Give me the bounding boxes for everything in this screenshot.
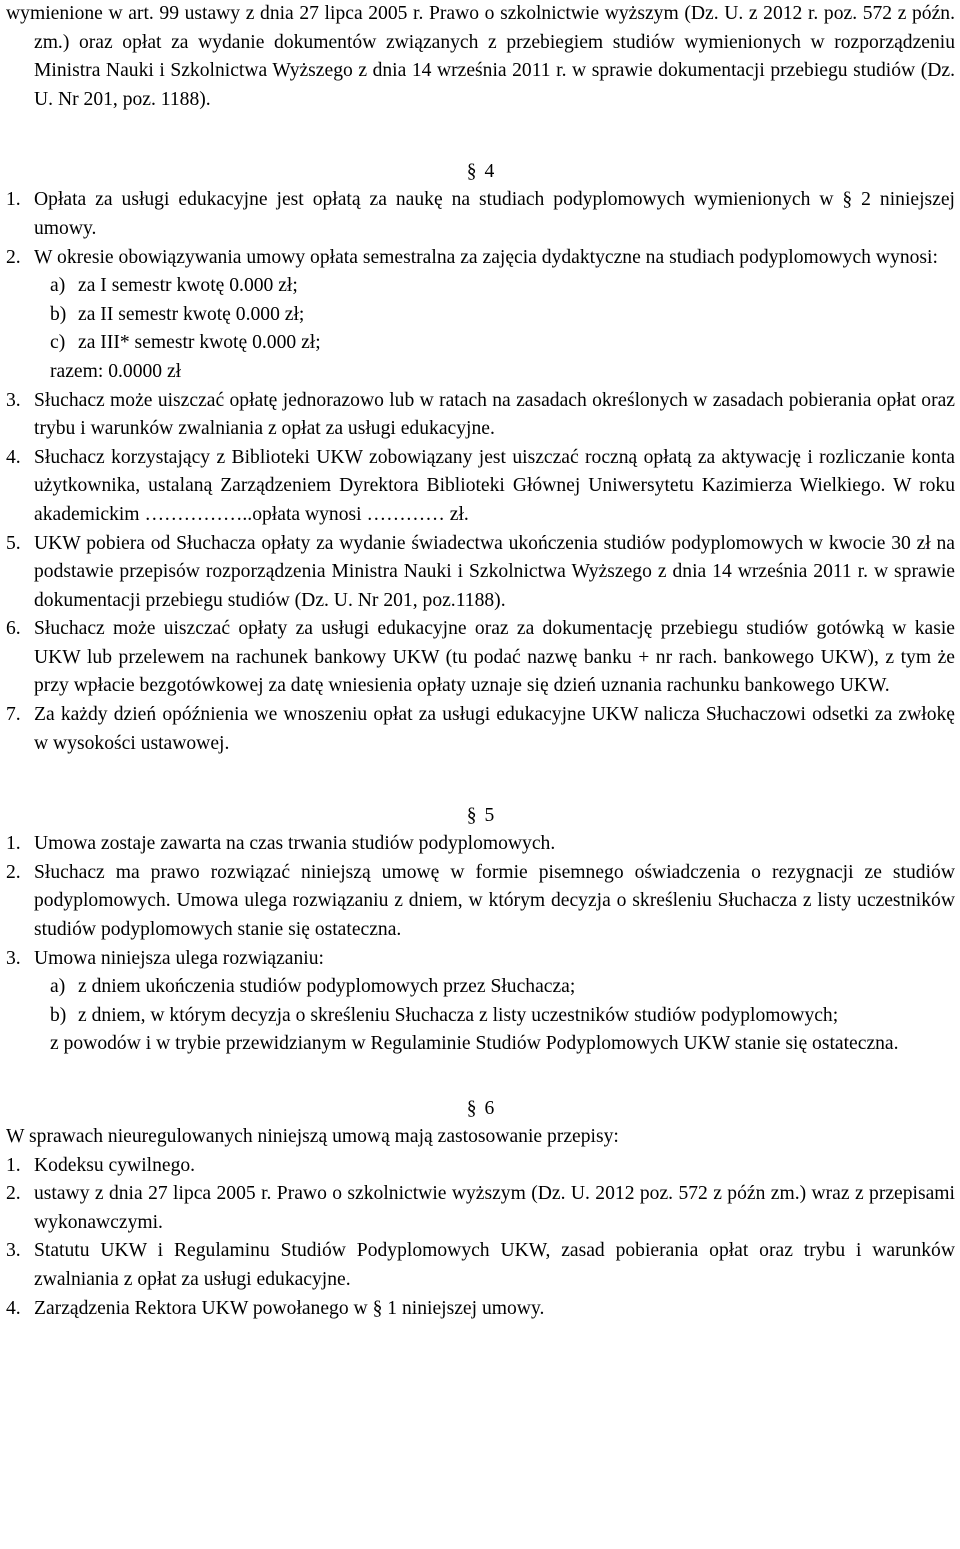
intro-paragraph: wymienione w art. 99 ustawy z dnia 27 lipca 2005 r. Prawo o szkolnictwie wyższym (Dz. U. z 2012 r. poz. 572 z późn. zm.) oraz opłat za wydanie dokumentów związanych z przebiegiem studiów wymienionych w rozporządzeniu Ministra Nauki i Szkolnictwa Wyższego z dnia 14 września 2011 r. w sprawie dokumentacji przebiegu studiów (Dz. U. Nr 201, poz. 1188). xyxy=(6,3,955,110)
section-sign: § xyxy=(466,161,477,183)
list-item: 6. Słuchacz może uiszczać opłaty za usługi edukacyjne oraz za dokumentację przebiegu studiów gotówką w kasie UKW lub przelewem na rachunek bankowy UKW (tu podać nazwę banku + nr rach. bankowego UKW), z tym że przy wpłacie bezgotówkowej za datę wniesienia opłaty uznaje się dzień uznania rachunku bankowego UKW. xyxy=(6,618,955,697)
list-item: 4. Słuchacz korzystający z Biblioteki UKW zobowiązany jest uiszczać roczną opłatą za aktywację i rozliczanie konta użytkownika, ustalaną Zarządzeniem Dyrektora Biblioteki Głównej Uniwersytetu Kazimierza Wielkiego. W roku akademickim ……………..opłata wynosi ………… zł. xyxy=(6,446,955,525)
section-sign: § xyxy=(466,1098,477,1119)
section-6-heading xyxy=(6,1095,955,1123)
list-item: 2. W okresie obowiązywania umowy opłata semestralna za zajęcia dydaktyczne na studiach podyplomowych wynosi: xyxy=(6,246,938,268)
list-item: 1. Opłata za usługi edukacyjne jest opłatą za naukę na studiach podyplomowych wymienionych w § 2 niniejszej umowy. xyxy=(6,189,955,239)
fee-item: c) za III* semestr kwotę 0.000 zł; xyxy=(50,332,321,354)
list-item: 5. UKW pobiera od Słuchacza opłaty za wydanie świadectwa ukończenia studiów podyplomowych w kwocie 30 zł na podstawie przepisów rozporządzenia Ministra Nauki i Szkolnictwa Wyższego z dnia 14 września 2011 r. w sprawie dokumentacji przebiegu studiów (Dz. U. Nr 201, poz.1188). xyxy=(6,532,955,611)
termination-item: a) z dniem ukończenia studiów podyplomowych przez Słuchacza; xyxy=(50,976,576,998)
section-6-lead: W sprawach nieuregulowanych niniejszą umową mają zastosowanie przepisy: xyxy=(6,1126,619,1147)
list-item: 2. Słuchacz ma prawo rozwiązać niniejszą umowę w formie pisemnego oświadczenia o rezygnacji ze studiów podyplomowych. Umowa ulega rozwiązaniu z dniem, w którym decyzja o skreśleniu Słuchacza z listy uczestników studiów podyplomowych stanie się ostateczna. xyxy=(6,861,955,941)
list-item: 2. ustawy z dnia 27 lipca 2005 r. Prawo o szkolnictwie wyższym (Dz. U. 2012 poz. 572 z późn zm.) wraz z przepisami wykonawczymi. xyxy=(6,1183,955,1233)
section-number: 6 xyxy=(484,1098,495,1119)
list-item: 3. Słuchacz może uiszczać opłatę jednorazowo lub w ratach na zasadach określonych w zasadach pobierania opłat oraz trybu i warunków zwalniania z opłat za usługi edukacyjne. xyxy=(6,389,955,440)
fee-item: b) za II semestr kwotę 0.000 zł; xyxy=(50,303,305,325)
list-item: 3. Umowa niniejsza ulega rozwiązaniu: xyxy=(6,947,324,969)
fee-total: razem: 0.0000 zł xyxy=(50,360,182,382)
list-item: 7. Za każdy dzień opóźnienia we wnoszeniu opłat za usługi edukacyjne UKW nalicza Słuchaczowi odsetki za zwłokę w wysokości ustawowej. xyxy=(6,704,955,754)
termination-closing: z powodów i w trybie przewidzianym w Regulaminie Studiów Podyplomowych UKW stanie się ostateczna. xyxy=(50,1033,899,1055)
section-4-heading xyxy=(6,158,955,186)
list-item: 1. Kodeksu cywilnego. xyxy=(6,1154,196,1176)
section-sign: § xyxy=(466,805,477,827)
list-item: 4. Zarządzenia Rektora UKW powołanego w § 1 niniejszej umowy. xyxy=(6,1297,545,1319)
section-number: 5 xyxy=(484,805,495,827)
list-item: 1. Umowa zostaje zawarta na czas trwania studiów podyplomowych. xyxy=(6,833,556,855)
fee-item: a) za I semestr kwotę 0.000 zł; xyxy=(50,275,298,297)
section-number: 4 xyxy=(484,161,495,183)
termination-item: b) z dniem, w którym decyzja o skreśleniu Słuchacza z listy uczestników studiów podyplomowych; xyxy=(50,1004,839,1026)
section-5-heading xyxy=(6,802,955,830)
list-item: 3. Statutu UKW i Regulaminu Studiów Podyplomowych UKW, zasad pobierania opłat oraz trybu i warunków zwalniania z opłat za usługi edukacyjne. xyxy=(6,1240,955,1290)
